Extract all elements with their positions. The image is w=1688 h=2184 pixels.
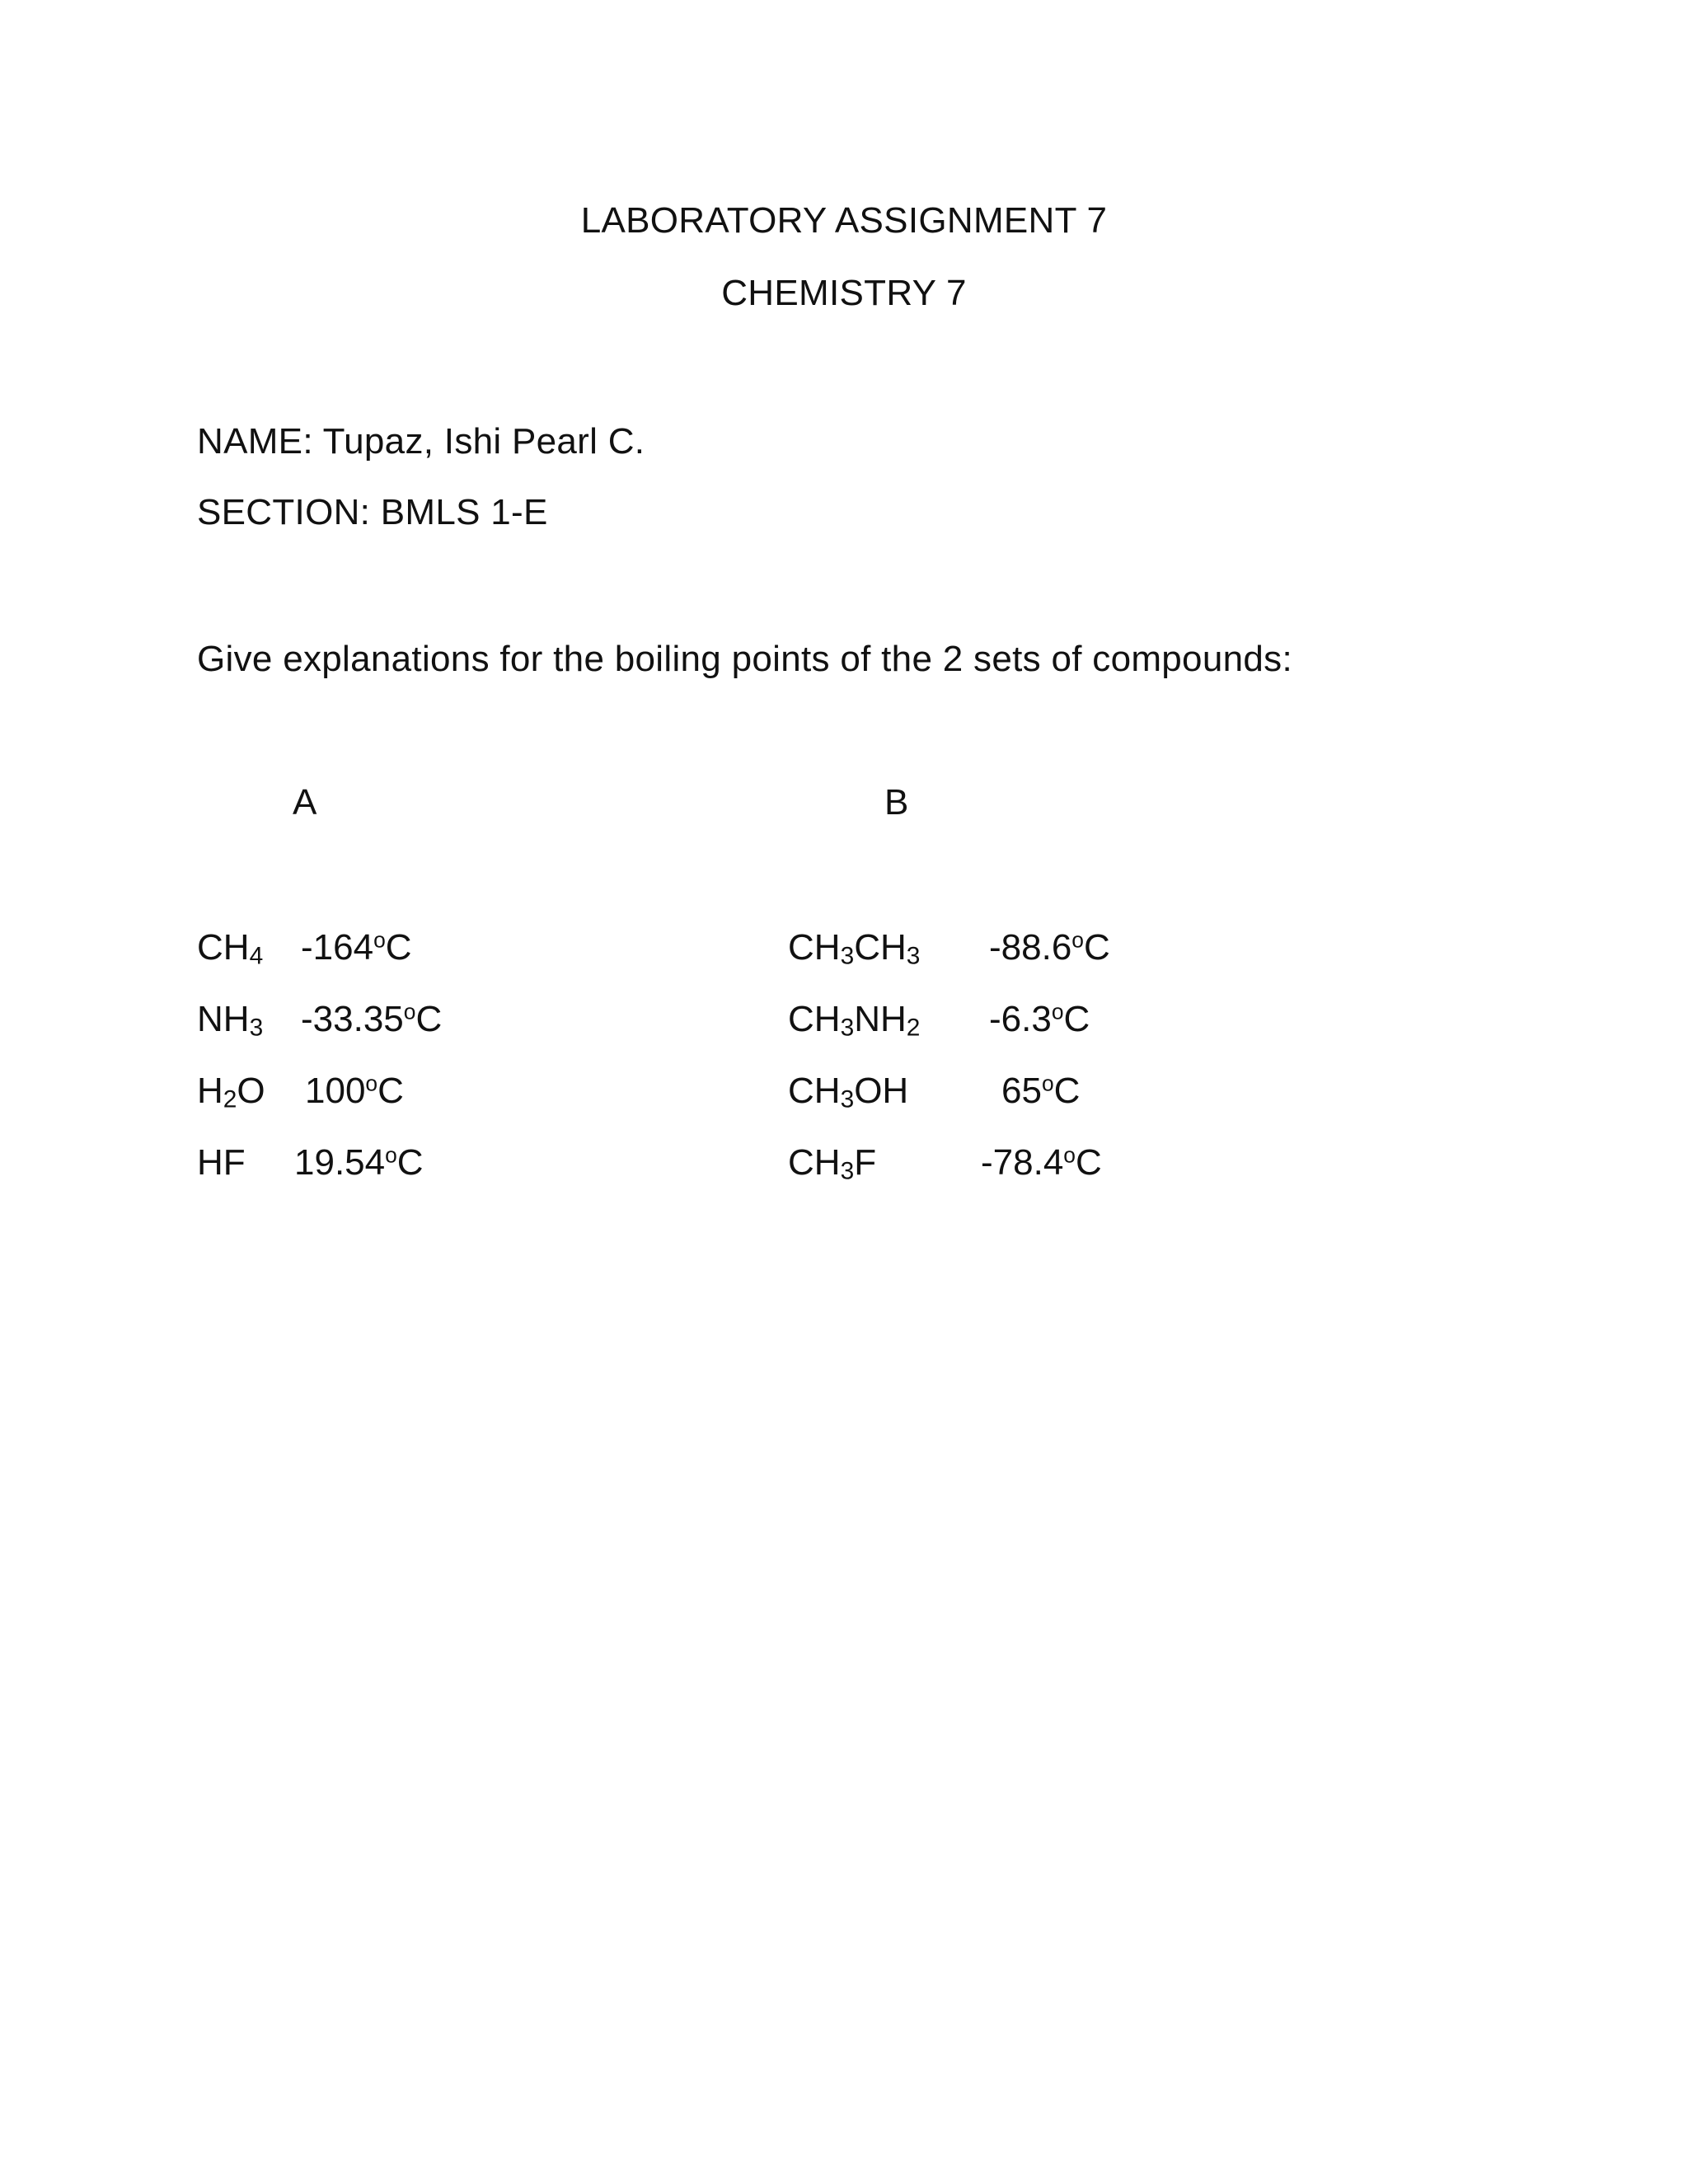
formula-text: CH bbox=[788, 999, 841, 1039]
course-title: CHEMISTRY 7 bbox=[721, 273, 967, 313]
set-a-boiling-point bbox=[294, 1142, 424, 1183]
set-a-boiling-point bbox=[301, 927, 412, 968]
degree-sign: o bbox=[1051, 999, 1064, 1024]
formula-text: CH bbox=[788, 927, 841, 968]
bp-value: -78.4 bbox=[981, 1142, 1064, 1183]
degree-sign: o bbox=[373, 927, 386, 953]
section-value: BMLS 1-E bbox=[380, 492, 548, 532]
formula-subscript: 4 bbox=[249, 942, 264, 970]
formula-subscript: 3 bbox=[840, 1085, 855, 1113]
set-b-heading: B bbox=[884, 782, 909, 823]
set-b-formula bbox=[788, 999, 921, 1042]
set-b-boiling-point bbox=[989, 1001, 1090, 1038]
document-title: LABORATORY ASSIGNMENT 7 bbox=[580, 200, 1108, 241]
degree-sign: o bbox=[365, 1071, 378, 1096]
formula-text: NH bbox=[854, 999, 907, 1039]
name-value: Tupaz, Ishi Pearl C. bbox=[322, 421, 645, 462]
formula-text: NH bbox=[197, 999, 250, 1039]
name-label: NAME: bbox=[197, 421, 313, 462]
set-b-boiling-point bbox=[989, 927, 1110, 968]
bp-value: -164 bbox=[301, 927, 374, 968]
bp-value: -6.3 bbox=[989, 999, 1052, 1039]
set-a-formula bbox=[197, 999, 264, 1042]
bp-unit: C bbox=[377, 1071, 404, 1111]
formula-text: OH bbox=[854, 1071, 909, 1111]
formula-text: O bbox=[237, 1071, 265, 1111]
set-a-formula bbox=[197, 1071, 265, 1113]
student-name-line bbox=[197, 421, 645, 462]
degree-sign: o bbox=[1063, 1142, 1076, 1168]
formula-text: CH bbox=[197, 927, 250, 968]
formula-text: HF bbox=[197, 1142, 246, 1183]
set-a-formula bbox=[197, 1142, 246, 1183]
formula-text: CH bbox=[788, 1071, 841, 1111]
degree-sign: o bbox=[1041, 1071, 1054, 1096]
formula-subscript: 2 bbox=[906, 1014, 921, 1042]
formula-subscript: 3 bbox=[906, 942, 921, 970]
set-b-formula bbox=[788, 1142, 877, 1185]
bp-unit: C bbox=[415, 999, 443, 1039]
section-label: SECTION: bbox=[197, 492, 371, 532]
set-a-formula bbox=[197, 927, 264, 970]
bp-unit: C bbox=[1063, 999, 1090, 1039]
set-b-boiling-point bbox=[1001, 1073, 1080, 1109]
bp-unit: C bbox=[1083, 927, 1110, 968]
set-b-formula bbox=[788, 1071, 909, 1113]
bp-unit: C bbox=[1075, 1142, 1102, 1183]
degree-sign: o bbox=[403, 999, 416, 1024]
bp-value: 65 bbox=[1001, 1071, 1042, 1111]
degree-sign: o bbox=[1071, 927, 1084, 953]
set-b-boiling-point bbox=[981, 1142, 1102, 1183]
bp-value: -33.35 bbox=[301, 999, 404, 1039]
formula-subscript: 3 bbox=[840, 1157, 855, 1185]
formula-subscript: 2 bbox=[223, 1085, 237, 1113]
set-a-boiling-point bbox=[305, 1073, 404, 1109]
formula-text: CH bbox=[788, 1142, 841, 1183]
bp-unit: C bbox=[385, 927, 412, 968]
bp-unit: C bbox=[1053, 1071, 1081, 1111]
degree-sign: o bbox=[385, 1142, 397, 1168]
formula-text: H bbox=[197, 1071, 223, 1111]
formula-subscript: 3 bbox=[840, 1014, 855, 1042]
bp-value: -88.6 bbox=[989, 927, 1072, 968]
set-b-formula bbox=[788, 927, 921, 970]
student-section-line bbox=[197, 494, 548, 531]
formula-subscript: 3 bbox=[249, 1014, 264, 1042]
formula-subscript: 3 bbox=[840, 942, 855, 970]
bp-unit: C bbox=[396, 1142, 424, 1183]
set-a-heading: A bbox=[293, 782, 317, 823]
formula-text: F bbox=[854, 1142, 877, 1183]
set-a-boiling-point bbox=[301, 1001, 442, 1038]
bp-value: 19.54 bbox=[294, 1142, 386, 1183]
formula-text: CH bbox=[854, 927, 907, 968]
question-prompt: Give explanations for the boiling points of the 2 sets of compounds: bbox=[197, 639, 1292, 679]
bp-value: 100 bbox=[305, 1071, 366, 1111]
